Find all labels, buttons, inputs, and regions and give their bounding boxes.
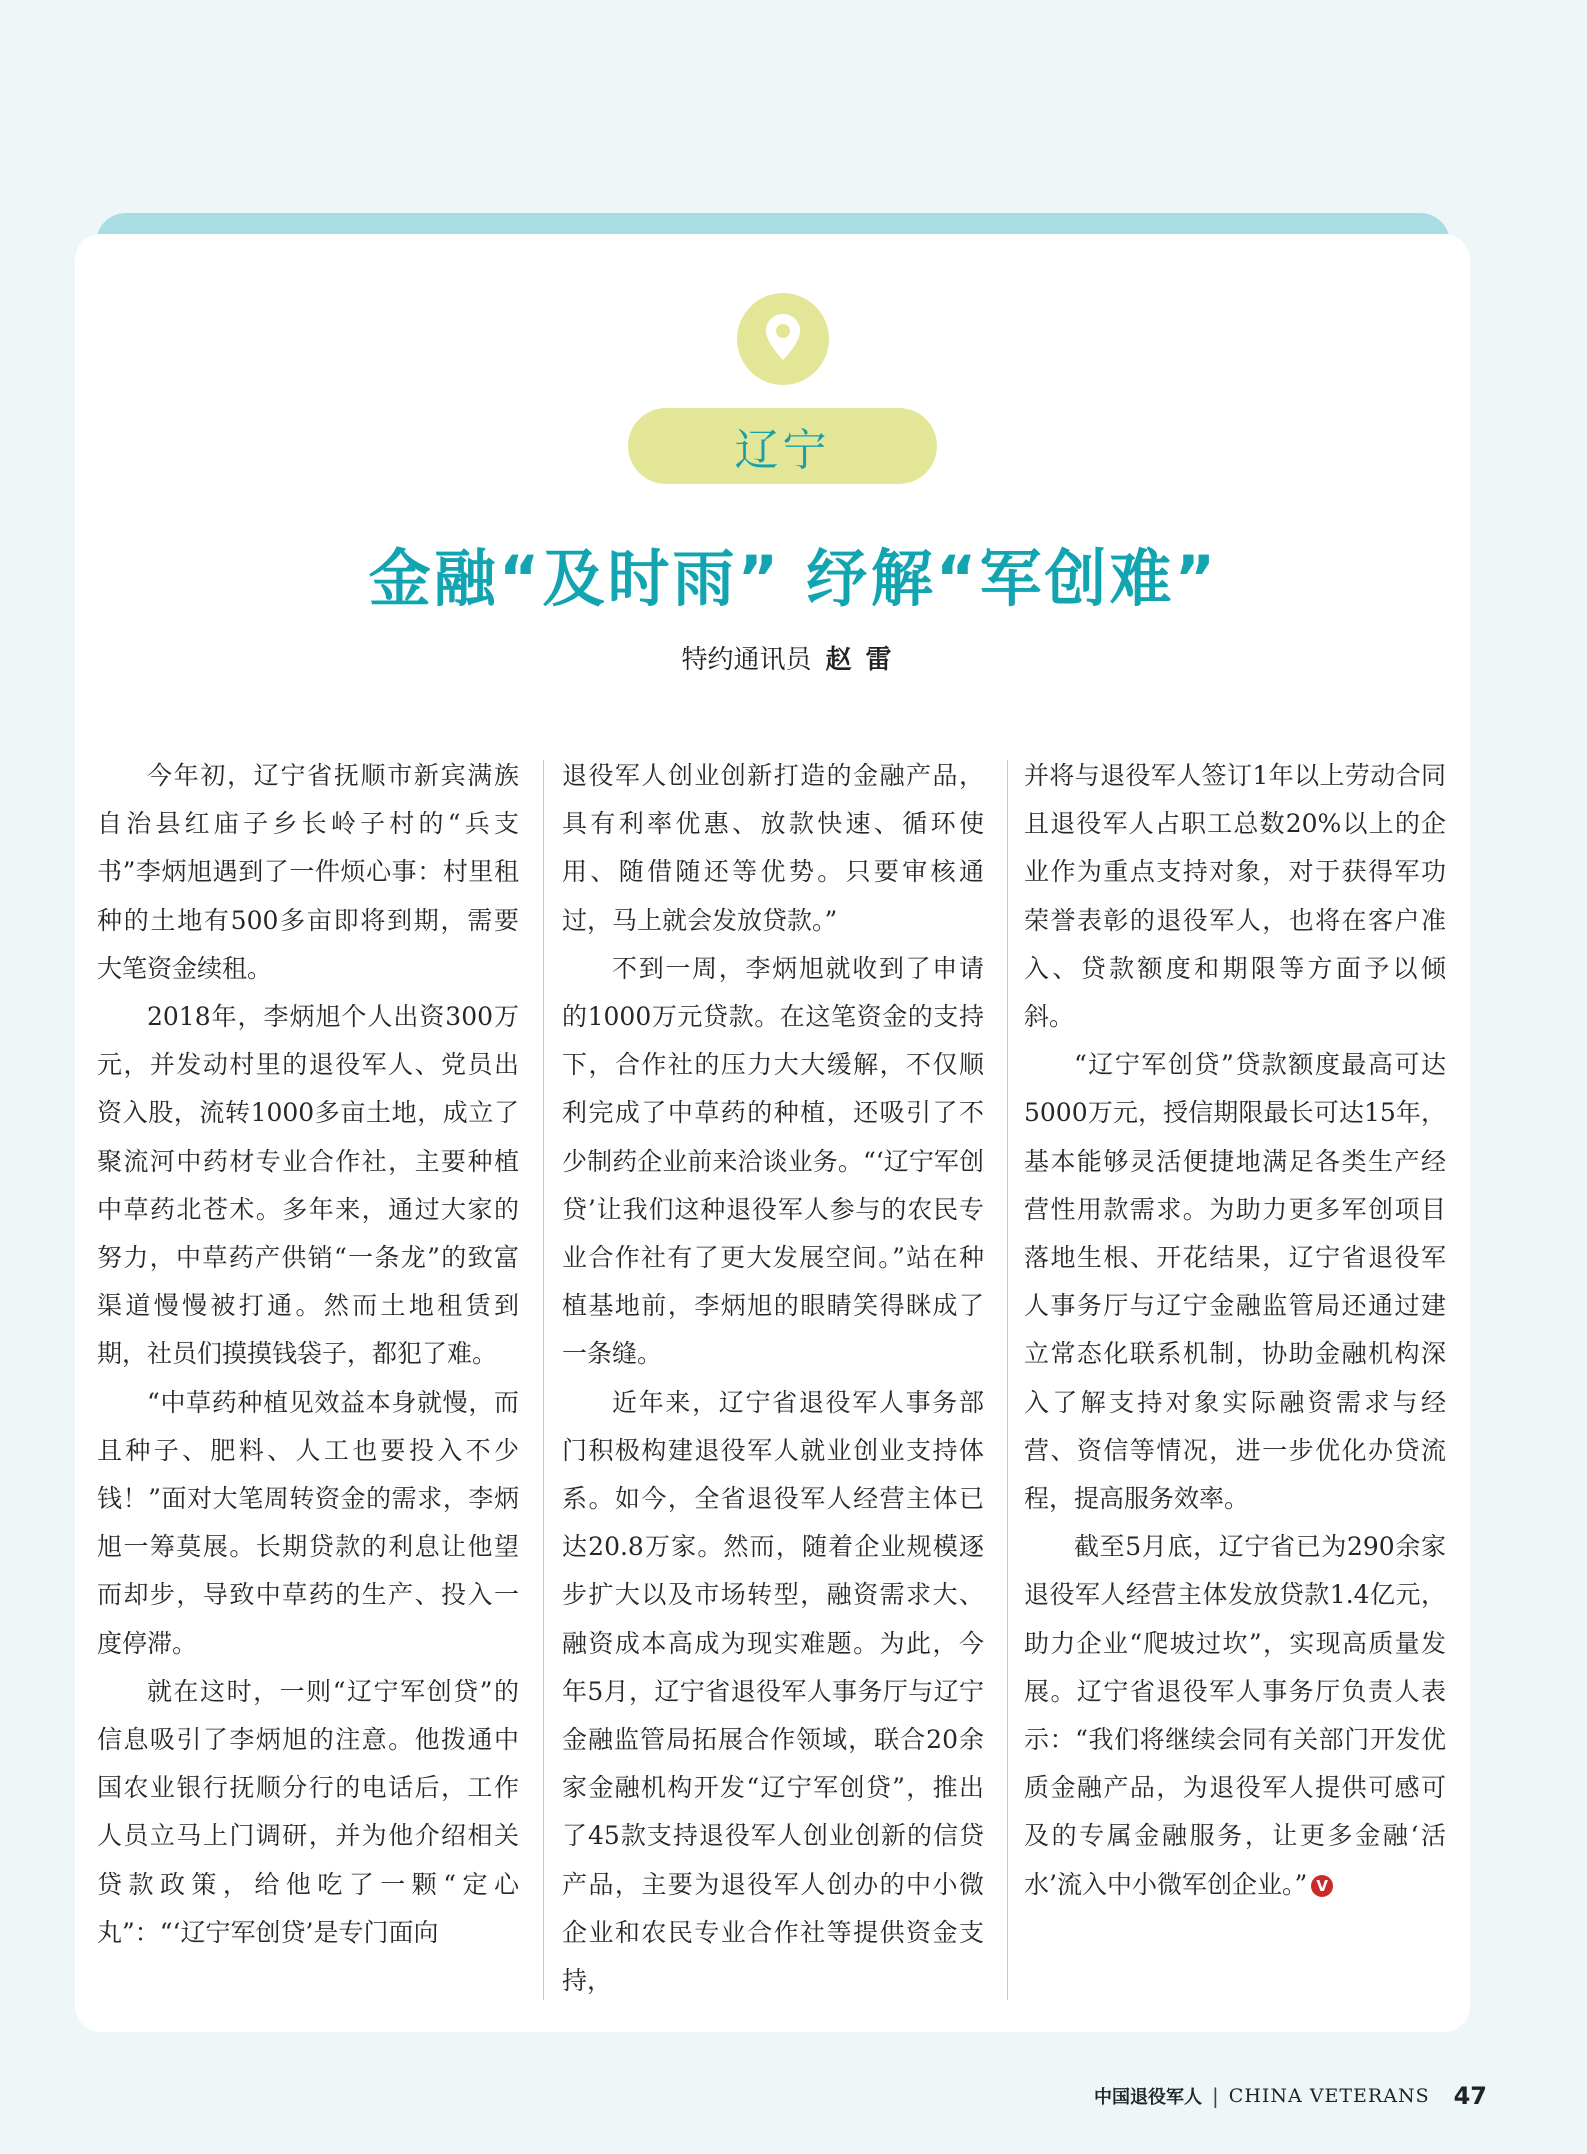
- magazine-name: 中国退役军人: [1094, 2087, 1203, 2108]
- paragraph: 不到一周，李炳旭就收到了申请的1000万元贷款。在这笔资金的支持下，合作社的压力大大缓解，不仅顺利完成了中草药的种植，还吸引了不少制药企业前来洽谈业务。“‘辽宁军创贷’让我们这种退役军人参与的农民专业合作社有了更大发展空间。”站在种植基地前，李炳旭的眼睛笑得眯成了一条缝。: [562, 953, 984, 1369]
- article-column-2: [562, 752, 984, 2002]
- magazine-english-name: CHINA VETERANS: [1228, 2085, 1430, 2107]
- article-headline: 金融“及时雨” 纾解“军创难”: [368, 542, 1219, 615]
- byline: [150, 640, 1437, 680]
- paragraph-continued: 并将与退役军人签订1年以上劳动合同且退役军人占职工总数20%以上的企业作为重点支持对象，对于获得军功荣誉表彰的退役军人，也将在客户准入、贷款额度和期限等方面予以倾斜。: [1024, 761, 1446, 1032]
- byline-role: 特约通讯员: [681, 645, 812, 675]
- region-label: 辽宁: [628, 408, 937, 484]
- page-number: 47: [1453, 2082, 1487, 2110]
- page-footer: [1094, 2078, 1487, 2114]
- paragraph-continued: 退役军人创业创新打造的金融产品，具有利率优惠、放款快速、循环使用、随借随还等优势。只要审核通过，马上就会发放贷款。”: [562, 761, 984, 935]
- column-divider: [1007, 760, 1008, 2000]
- paragraph-final: [1024, 1523, 1446, 1909]
- v-end-mark-icon: V: [1311, 1875, 1333, 1897]
- paragraph: 近年来，辽宁省退役军人事务部门积极构建退役军人就业创业支持体系。如今，全省退役军人经营主体已达20.8万家。然而，随着企业规模逐步扩大以及市场转型，融资需求大、融资成本高成为现实难题。为此，今年5月，辽宁省退役军人事务厅与辽宁金融监管局拓展合作领域，联合20余家金融机构开发“辽宁军创贷”，推出了45款支持退役军人创业创新的信贷产品，主要为退役军人创办的中小微企业和农民专业合作社等提供资金支持，: [562, 1387, 984, 1996]
- location-pin-icon: [764, 312, 802, 366]
- paragraph: 今年初，辽宁省抚顺市新宾满族自治县红庙子乡长岭子村的“兵支书”李炳旭遇到了一件烦心事：村里租种的土地有500多亩即将到期，需要大笔资金续租。: [97, 761, 519, 983]
- paragraph-text: 截至5月底，辽宁省已为290余家退役军人经营主体发放贷款1.4亿元，助力企业“爬坡过坎”，实现高质量发展。辽宁省退役军人事务厅负责人表示：“我们将继续会同有关部门开发优质金融产品，为退役军人提供可感可及的专属金融服务，让更多金融‘活水’流入中小微军创企业。”: [1024, 1532, 1446, 1899]
- location-badge: [737, 293, 829, 385]
- column-divider: [543, 760, 544, 2000]
- paragraph: “中草药种植见效益本身就慢，而且种子、肥料、人工也要投入不少钱！”面对大笔周转资金的需求，李炳旭一筹莫展。长期贷款的利息让他望而却步，导致中草药的生产、投入一度停滞。: [97, 1387, 519, 1658]
- paragraph: “辽宁军创贷”贷款额度最高可达5000万元，授信期限最长可达15年，基本能够灵活便捷地满足各类生产经营性用款需求。为助力更多军创项目落地生根、开花结果，辽宁省退役军人事务厅与辽宁金融监管局还通过建立常态化联系机制，协助金融机构深入了解支持对象实际融资需求与经营、资信等情况，进一步优化办贷流程，提高服务效率。: [1024, 1050, 1446, 1514]
- byline-name: 赵雷: [825, 645, 906, 675]
- article-column-3: [1024, 752, 1446, 2002]
- paragraph: 就在这时，一则“辽宁军创贷”的信息吸引了李炳旭的注意。他拨通中国农业银行抚顺分行的电话后，工作人员立马上门调研，并为他介绍相关贷款政策，给他吃了一颗“定心丸”：“‘辽宁军创贷’是专门面向: [97, 1676, 519, 1947]
- article-column-1: [97, 752, 519, 2002]
- footer-separator: |: [1212, 2084, 1219, 2108]
- paragraph: 2018年，李炳旭个人出资300万元，并发动村里的退役军人、党员出资入股，流转1000多亩土地，成立了聚流河中药材专业合作社，主要种植中草药北苍术。多年来，通过大家的努力，中草药产供销“一条龙”的致富渠道慢慢被打通。然而土地租赁到期，社员们摸摸钱袋子，都犯了难。: [97, 1002, 519, 1369]
